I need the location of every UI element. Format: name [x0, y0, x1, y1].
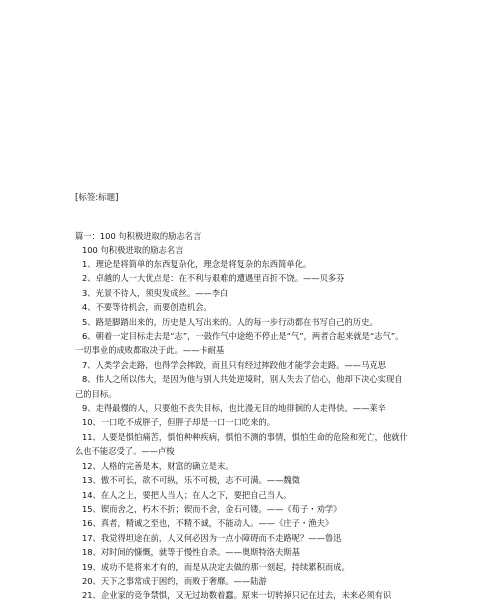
quote-4: 4、不要等待机会，而要创造机会。 — [82, 302, 212, 313]
quote-6: 6、朝着一定目标走去是“志”，一鼓作气中途绝不停止是“气”，两者合起来就是“志气”。 — [82, 331, 404, 342]
quote-19: 19、成功不是将来才有的，而是从决定去做的那一刻起，持续累积而成。 — [82, 561, 350, 572]
quote-16: 16、真者，精诚之至也，不精不诚，不能动人。——《庄子・渔夫》 — [82, 518, 334, 529]
article-subtitle: 100 句积极进取的励志名言 — [82, 245, 184, 255]
quote-12: 12、人格的完善是本，财富的确立是末。 — [82, 460, 234, 471]
quote-8-continued: 己的目标。 — [75, 388, 117, 399]
quote-1: 1、理论是将简单的东西复杂化，理念是将复杂的东西简单化。 — [82, 259, 312, 269]
article-body — [75, 229, 460, 603]
quote-11-continued: 么也不能忍受了。——卢梭 — [75, 446, 175, 457]
quote-2: 2、卓越的人一大优点是：在不利与艰难的遭遇里百折不饶。——贝多芬 — [82, 273, 345, 284]
quote-13: 13、傲不可长，欲不可纵，乐不可极，志不可满。——魏徵 — [82, 475, 300, 486]
quote-5: 5、路是脚踏出来的，历史是人写出来的。人的每一步行动都在书写自己的历史。 — [82, 316, 378, 327]
quote-14: 14、在人之上，要把人当人；在人之下，要把自己当人。 — [82, 489, 292, 500]
quote-15: 15、锲而舍之，朽木不折；锲而不舍，金石可镂。——《荀子・劝学》 — [82, 503, 342, 514]
tag-line: [标签:标题] — [75, 193, 119, 203]
quote-20: 20、天下之事常成于困约，而败于奢靡。——陆游 — [82, 575, 267, 586]
quote-18: 18、对时间的慷慨，就等于慢性自杀。——奥斯特洛夫斯基 — [82, 547, 300, 558]
quote-11: 11、人要是惧怕痛苦，惧怕种种疾病，惧怕不测的事情，惧怕生命的危险和死亡，他就什 — [82, 431, 408, 442]
quote-21: 21、企业家的竞争禁惧，又无过劫数着蠢。原来一切转掉只记在过去，未来必须有识 — [82, 590, 392, 601]
quote-10: 10、一口吃不成胖子，但胖子却是一口一口吃来的。 — [82, 417, 276, 428]
quote-9: 9、走得最慢的人，只要他不丧失目标，也比漫无目的地徘徊的人走得快。——莱辛 — [82, 403, 386, 414]
quote-list — [75, 257, 460, 603]
quote-3: 3、光景不待人，须臾发成丝。——李白 — [82, 287, 229, 298]
quote-17: 17、我觉得坦途在前，人又何必因为一点小障碍而不走路呢？——鲁迅 — [82, 532, 342, 543]
quote-8: 8、伟人之所以伟大，是因为他与别人共处逆境时，别人失去了信心，他却下决心实现自 — [82, 374, 403, 385]
quote-6-continued: 一切事业的成败都取决于此。——卡耐基 — [75, 345, 225, 356]
quote-7: 7、人类学会走路，也得学会摔跤，而且只有经过摔跤他才能学会走路。——马克思 — [82, 359, 386, 370]
section-title: 篇一：100 句积极进取的励志名言 — [75, 231, 202, 241]
